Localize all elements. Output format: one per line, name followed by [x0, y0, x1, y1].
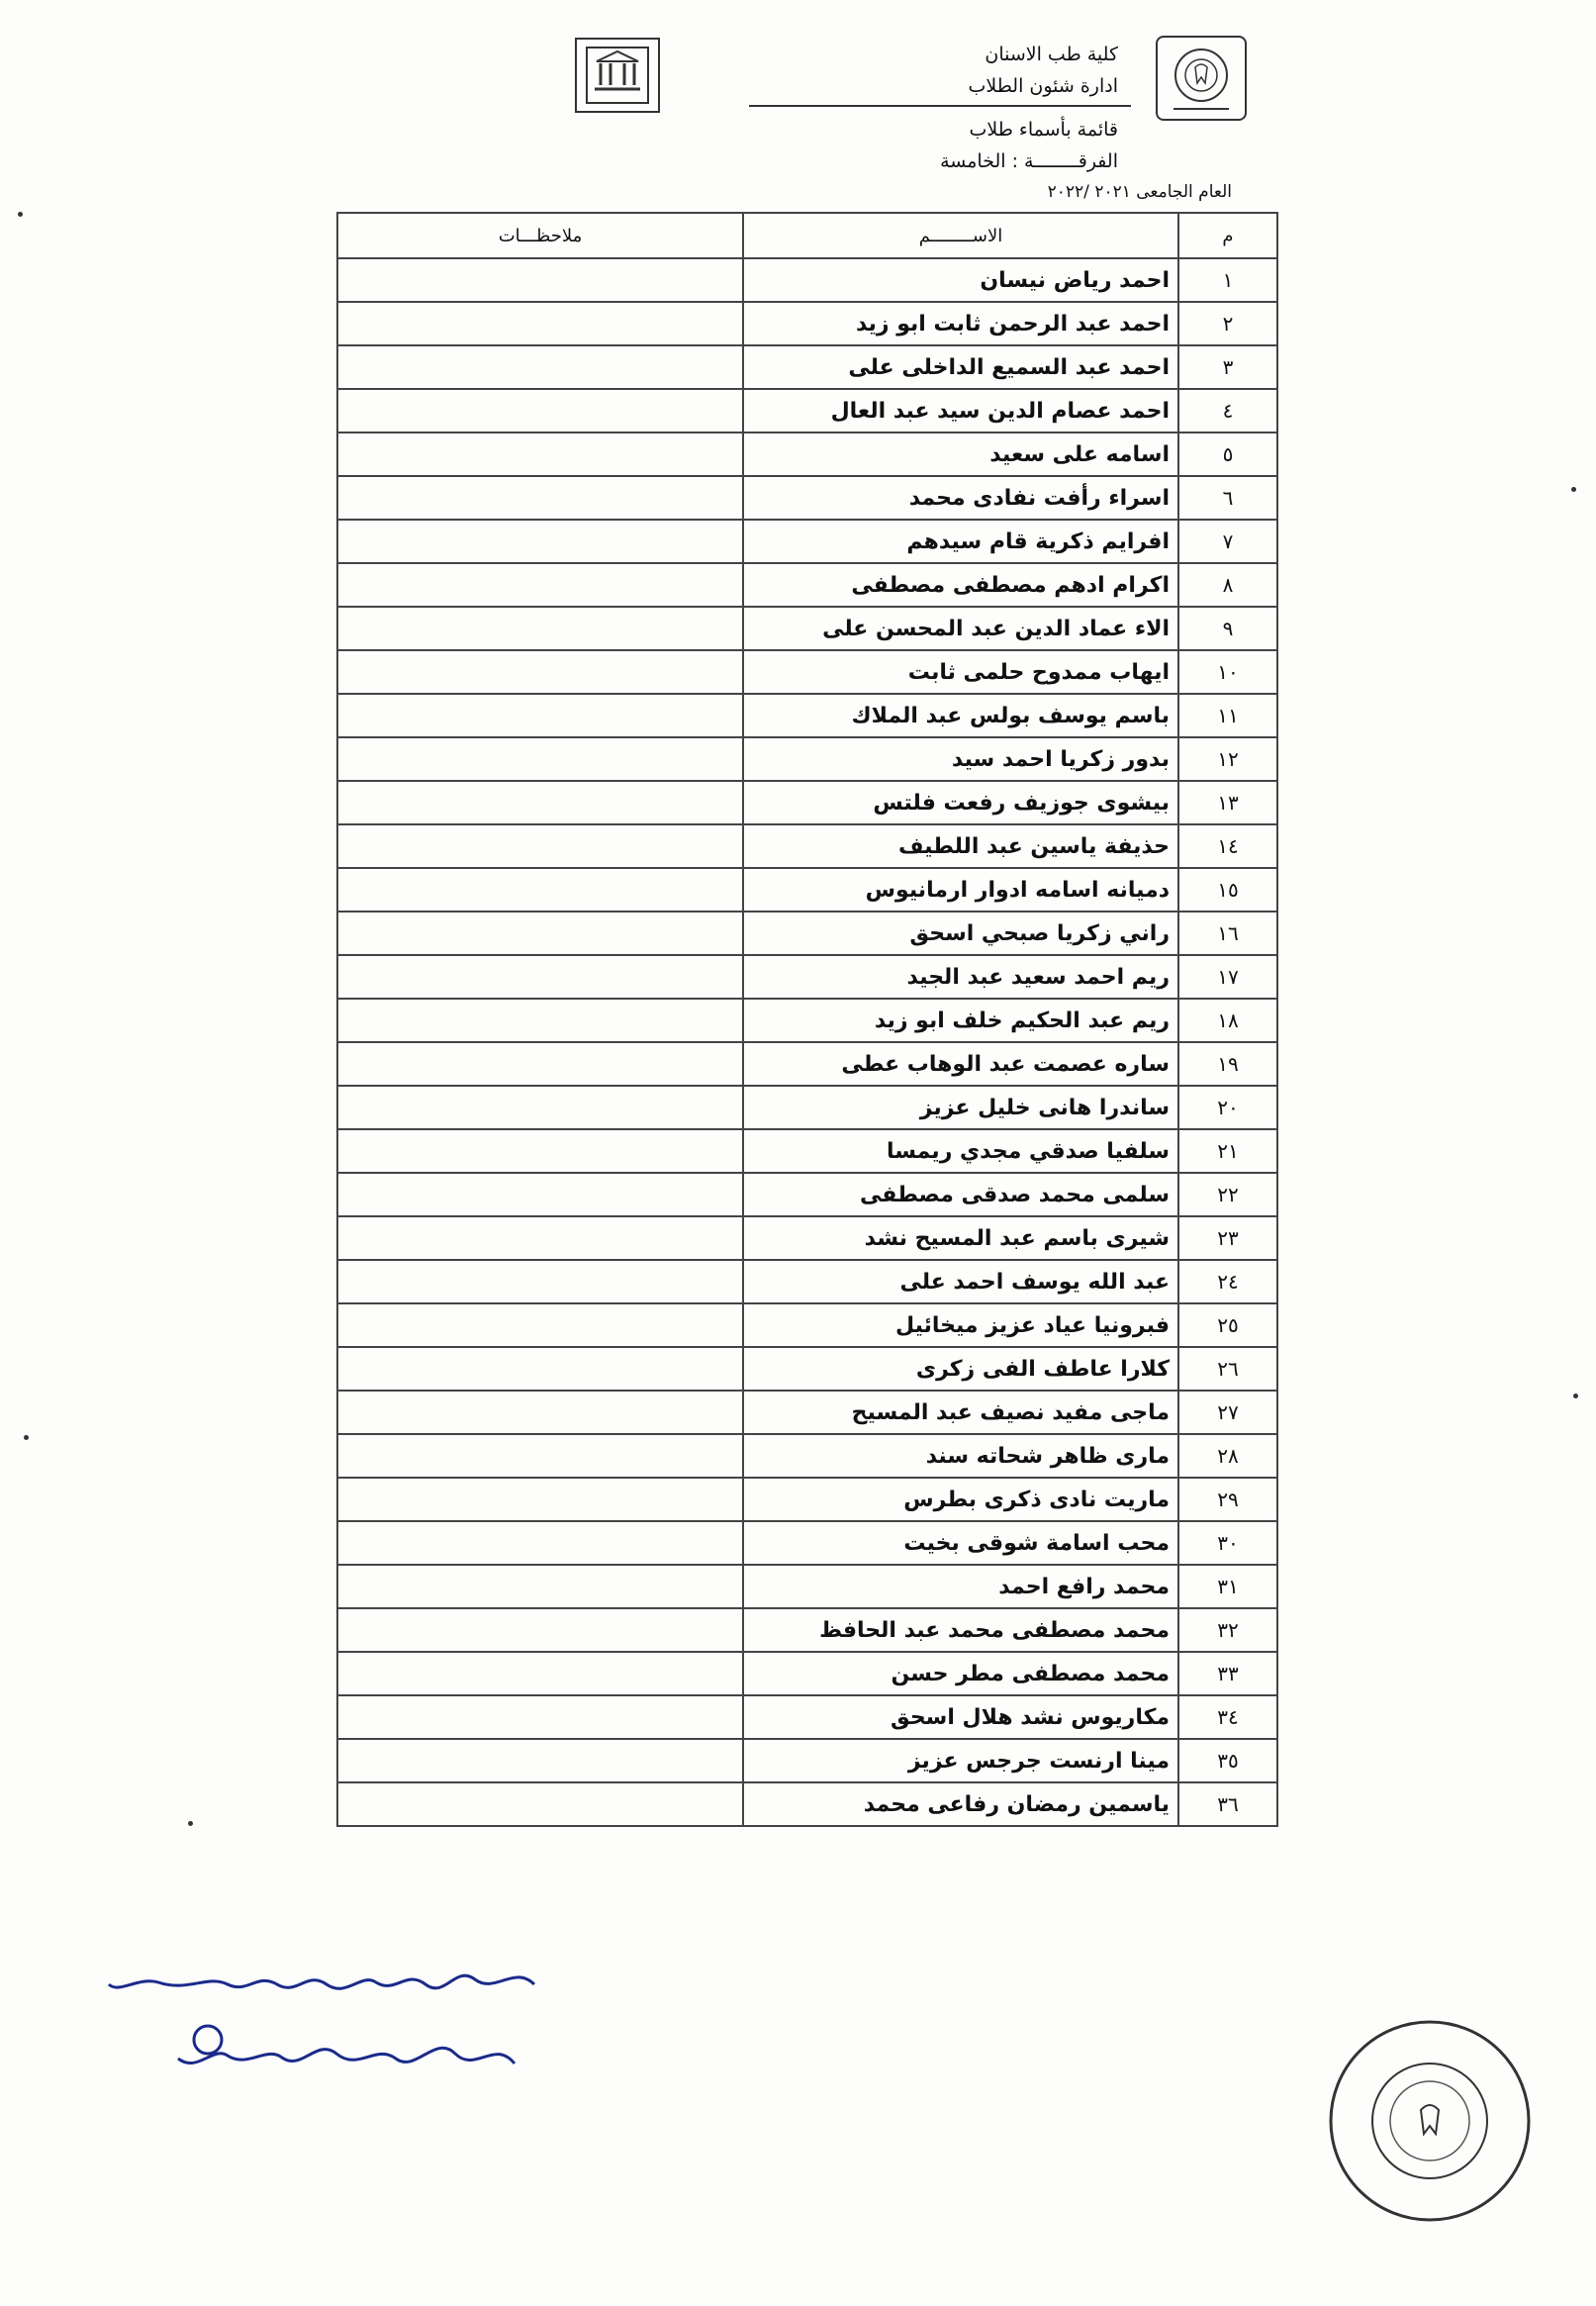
table-row — [337, 1739, 1277, 1782]
student-name: ريم احمد سعيد عبد الجيد — [743, 955, 1178, 999]
row-number: ٣٤ — [1178, 1695, 1277, 1739]
notes-cell — [337, 476, 743, 520]
student-name: مارى ظاهر شحاته سند — [743, 1434, 1178, 1478]
student-name: ماجى مفيد نصيف عبد المسيح — [743, 1391, 1178, 1434]
student-name: الاء عماد الدين عبد المحسن على — [743, 607, 1178, 650]
student-name: احمد عصام الدين سيد عبد العال — [743, 389, 1178, 432]
row-number: ١٥ — [1178, 868, 1277, 912]
table-row — [337, 737, 1277, 781]
notes-cell — [337, 1521, 743, 1565]
student-name: ساندرا هانى خليل عزيز — [743, 1086, 1178, 1129]
student-name: فبرونيا عياد عزيز ميخائيل — [743, 1303, 1178, 1347]
row-number: ٢٩ — [1178, 1478, 1277, 1521]
notes-cell — [337, 1434, 743, 1478]
row-number: ٢٠ — [1178, 1086, 1277, 1129]
student-name: دميانه اسامه ادوار ارمانيوس — [743, 868, 1178, 912]
table-row — [337, 694, 1277, 737]
row-number: ١٢ — [1178, 737, 1277, 781]
student-name: ساره عصمت عبد الوهاب عطى — [743, 1042, 1178, 1086]
row-number: ٧ — [1178, 520, 1277, 563]
scan-speck — [24, 1435, 29, 1440]
notes-cell — [337, 694, 743, 737]
row-number: ١١ — [1178, 694, 1277, 737]
table-row — [337, 389, 1277, 432]
table-row — [337, 912, 1277, 955]
student-name: اسامه على سعيد — [743, 432, 1178, 476]
academic-year: العام الجامعى ٢٠٢١ /٢٠٢٢ — [1047, 182, 1232, 202]
notes-cell — [337, 1303, 743, 1347]
student-name: كلارا عاطف الفى زكرى — [743, 1347, 1178, 1391]
student-name: محمد مصطفى مطر حسن — [743, 1652, 1178, 1695]
student-name: ياسمين رمضان رفاعى محمد — [743, 1782, 1178, 1826]
student-name: محب اسامة شوقى بخيت — [743, 1521, 1178, 1565]
column-header-name: الاســــــــم — [743, 213, 1178, 258]
column-header-notes: ملاحظـــات — [337, 213, 743, 258]
student-name: اسراء رأفت نفادى محمد — [743, 476, 1178, 520]
table-row — [337, 1129, 1277, 1173]
row-number: ٢٣ — [1178, 1216, 1277, 1260]
table-row — [337, 258, 1277, 302]
notes-cell — [337, 781, 743, 824]
notes-cell — [337, 999, 743, 1042]
row-number: ١٤ — [1178, 824, 1277, 868]
student-name: احمد رياض نيسان — [743, 258, 1178, 302]
table-row — [337, 1216, 1277, 1260]
table-row — [337, 999, 1277, 1042]
student-name: مينا ارنست جرجس عزيز — [743, 1739, 1178, 1782]
notes-cell — [337, 1347, 743, 1391]
table-row — [337, 1391, 1277, 1434]
table-row — [337, 432, 1277, 476]
notes-cell — [337, 1565, 743, 1608]
notes-cell — [337, 1260, 743, 1303]
student-name: شيرى باسم عبد المسيح نشد — [743, 1216, 1178, 1260]
university-emblem-icon — [577, 40, 658, 111]
notes-cell — [337, 258, 743, 302]
student-name: احمد عبد الرحمن ثابت ابو زيد — [743, 302, 1178, 345]
table-row — [337, 1652, 1277, 1695]
notes-cell — [337, 1695, 743, 1739]
students-table — [336, 212, 1278, 1827]
row-number: ٨ — [1178, 563, 1277, 607]
row-number: ٣ — [1178, 345, 1277, 389]
student-name: ماريت نادى ذكرى بطرس — [743, 1478, 1178, 1521]
row-number: ٩ — [1178, 607, 1277, 650]
faculty-emblem-icon — [1158, 38, 1245, 119]
row-number: ٣٠ — [1178, 1521, 1277, 1565]
row-number: ٣٥ — [1178, 1739, 1277, 1782]
department-name: ادارة شئون الطلاب — [968, 75, 1118, 97]
table-row — [337, 955, 1277, 999]
table-row — [337, 1478, 1277, 1521]
student-name: احمد عبد السميع الداخلى على — [743, 345, 1178, 389]
faculty-name: كلية طب الاسنان — [985, 44, 1118, 65]
table-row — [337, 1042, 1277, 1086]
row-number: ٢٨ — [1178, 1434, 1277, 1478]
row-number: ١٧ — [1178, 955, 1277, 999]
student-name: ريم عبد الحكيم خلف ابو زيد — [743, 999, 1178, 1042]
row-number: ٢ — [1178, 302, 1277, 345]
handwritten-signature — [99, 1955, 574, 2103]
notes-cell — [337, 432, 743, 476]
row-number: ١٦ — [1178, 912, 1277, 955]
student-name: محمد رافع احمد — [743, 1565, 1178, 1608]
notes-cell — [337, 1478, 743, 1521]
row-number: ٢٤ — [1178, 1260, 1277, 1303]
table-row — [337, 563, 1277, 607]
table-row — [337, 650, 1277, 694]
table-row — [337, 1434, 1277, 1478]
row-number: ٢٦ — [1178, 1347, 1277, 1391]
student-name: راني زكريا صبحي اسحق — [743, 912, 1178, 955]
year-level: الفرقــــــــة : الخامسة — [940, 150, 1118, 172]
notes-cell — [337, 389, 743, 432]
notes-cell — [337, 1652, 743, 1695]
notes-cell — [337, 563, 743, 607]
table-row — [337, 1086, 1277, 1129]
row-number: ٢١ — [1178, 1129, 1277, 1173]
row-number: ١٠ — [1178, 650, 1277, 694]
scan-speck — [188, 1821, 193, 1826]
table-row — [337, 1782, 1277, 1826]
table-row — [337, 1260, 1277, 1303]
student-name: حذيفة ياسين عبد اللطيف — [743, 824, 1178, 868]
row-number: ١ — [1178, 258, 1277, 302]
row-number: ١٩ — [1178, 1042, 1277, 1086]
student-name: سلفيا صدقي مجدي ريمسا — [743, 1129, 1178, 1173]
notes-cell — [337, 607, 743, 650]
table-row — [337, 345, 1277, 389]
row-number: ٢٥ — [1178, 1303, 1277, 1347]
notes-cell — [337, 1391, 743, 1434]
notes-cell — [337, 824, 743, 868]
row-number: ١٣ — [1178, 781, 1277, 824]
notes-cell — [337, 302, 743, 345]
row-number: ٢٧ — [1178, 1391, 1277, 1434]
row-number: ٥ — [1178, 432, 1277, 476]
header-divider — [749, 105, 1131, 107]
row-number: ٢٢ — [1178, 1173, 1277, 1216]
table-row — [337, 1303, 1277, 1347]
table-row — [337, 1521, 1277, 1565]
notes-cell — [337, 1782, 743, 1826]
scan-speck — [1571, 487, 1576, 492]
table-row — [337, 1173, 1277, 1216]
notes-cell — [337, 1739, 743, 1782]
faculty-logo — [1156, 36, 1247, 121]
table-row — [337, 1695, 1277, 1739]
notes-cell — [337, 1086, 743, 1129]
official-stamp — [1324, 2015, 1536, 2227]
row-number: ٣١ — [1178, 1565, 1277, 1608]
table-row — [337, 1347, 1277, 1391]
student-name: باسم يوسف بولس عبد الملاك — [743, 694, 1178, 737]
student-name: بيشوى جوزيف رفعت فلتس — [743, 781, 1178, 824]
notes-cell — [337, 650, 743, 694]
table-body — [337, 258, 1277, 1826]
table-row — [337, 476, 1277, 520]
notes-cell — [337, 912, 743, 955]
table-row — [337, 1565, 1277, 1608]
row-number: ١٨ — [1178, 999, 1277, 1042]
table-row — [337, 868, 1277, 912]
university-logo — [575, 38, 660, 113]
table-row — [337, 1608, 1277, 1652]
student-name: مكاريوس نشد هلال اسحق — [743, 1695, 1178, 1739]
table-row — [337, 520, 1277, 563]
table-row — [337, 607, 1277, 650]
list-title: قائمة بأسماء طلاب — [969, 119, 1118, 141]
row-number: ٤ — [1178, 389, 1277, 432]
table-row — [337, 824, 1277, 868]
student-name: محمد مصطفى محمد عبد الحافظ — [743, 1608, 1178, 1652]
student-name: اكرام ادهم مصطفى مصطفى — [743, 563, 1178, 607]
row-number: ٣٦ — [1178, 1782, 1277, 1826]
notes-cell — [337, 1608, 743, 1652]
notes-cell — [337, 1042, 743, 1086]
student-name: عبد الله يوسف احمد على — [743, 1260, 1178, 1303]
row-number: ٣٣ — [1178, 1652, 1277, 1695]
student-name: ايهاب ممدوح حلمى ثابت — [743, 650, 1178, 694]
notes-cell — [337, 345, 743, 389]
row-number: ٣٢ — [1178, 1608, 1277, 1652]
student-name: افرايم ذكرية قام سيدهم — [743, 520, 1178, 563]
notes-cell — [337, 1173, 743, 1216]
column-header-num: م — [1178, 213, 1277, 258]
row-number: ٦ — [1178, 476, 1277, 520]
notes-cell — [337, 1129, 743, 1173]
notes-cell — [337, 1216, 743, 1260]
notes-cell — [337, 520, 743, 563]
notes-cell — [337, 737, 743, 781]
tooth-icon — [1421, 2105, 1439, 2134]
table-header-row — [337, 213, 1277, 258]
student-name: سلمى محمد صدقى مصطفى — [743, 1173, 1178, 1216]
student-name: بدور زكريا احمد سيد — [743, 737, 1178, 781]
scan-speck — [1573, 1393, 1578, 1398]
scan-speck — [18, 212, 23, 217]
table-row — [337, 302, 1277, 345]
notes-cell — [337, 868, 743, 912]
notes-cell — [337, 955, 743, 999]
table-row — [337, 781, 1277, 824]
